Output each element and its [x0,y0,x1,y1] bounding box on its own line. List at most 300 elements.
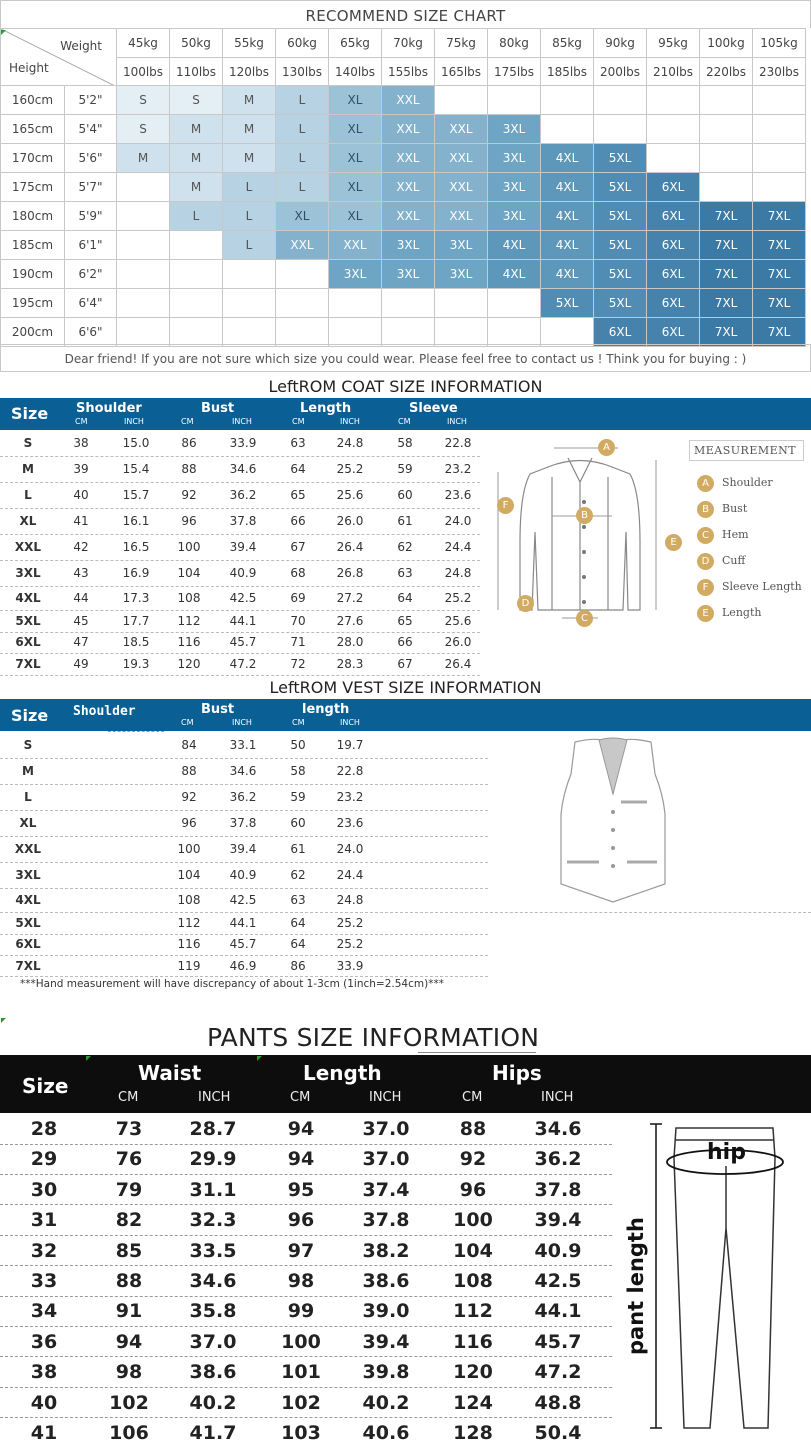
coat-value-cell: 61 [397,514,413,528]
pants-size-cell: 41 [30,1422,58,1444]
weight-lbs-header: 110lbs [170,58,223,86]
pants-section-title: PANTS SIZE INFORMATION [207,1023,540,1052]
size-cell: XL [329,86,382,115]
legend-label: Shoulder [722,476,773,489]
size-cell [488,289,541,318]
coat-value-cell: 45 [73,614,89,628]
height-ft-cell: 6'1" [65,231,117,260]
coat-table-row [0,456,480,482]
pants-value-cell: 100 [453,1209,493,1232]
coat-unit-inch: INCH [124,417,144,426]
size-cell [329,318,382,347]
vest-value-cell: 24.8 [336,893,364,907]
pants-value-cell: 39.4 [534,1209,582,1232]
size-cell: 4XL [541,231,594,260]
pants-size-cell: 40 [30,1391,58,1414]
coat-value-cell: 33.9 [229,436,257,450]
coat-value-cell: 25.2 [444,591,472,605]
vest-value-cell: 88 [181,764,197,778]
size-cell: 4XL [541,144,594,173]
pants-unit-inch: INCH [541,1090,574,1105]
vest-size-cell: 4XL [15,893,41,907]
coat-value-cell: 18.5 [122,635,150,649]
pants-value-cell: 96 [459,1178,487,1201]
coat-value-cell: 26.0 [336,514,364,528]
pants-value-cell: 99 [287,1300,315,1323]
pants-value-cell: 94 [115,1330,143,1353]
size-cell: 4XL [541,260,594,289]
coat-size-cell: 7XL [15,657,41,671]
legend-badge: B [697,501,714,518]
size-cell [594,86,647,115]
coat-size-cell: M [22,462,34,476]
vest-length-header: length [302,702,350,717]
pants-value-cell: 37.4 [362,1178,410,1201]
coat-value-cell: 26.0 [444,635,472,649]
size-cell: 3XL [382,260,435,289]
weight-lbs-header: 230lbs [753,58,806,86]
height-cm-cell: 185cm [1,231,65,260]
size-cell [753,173,806,202]
vest-table-row [0,810,488,836]
size-cell [435,289,488,318]
pants-value-cell: 34.6 [189,1270,237,1292]
pants-value-cell: 97 [287,1239,315,1262]
vest-value-cell: 84 [181,738,197,752]
legend-label: Hem [722,528,749,541]
coat-unit-cm: CM [398,417,411,426]
coat-size-cell: 4XL [15,591,41,605]
legend-badge: A [697,475,714,492]
size-cell: XXL [435,173,488,202]
coat-value-cell: 64 [290,462,306,476]
size-cell [117,173,170,202]
pants-length-label: pant length [624,1217,648,1355]
coat-bust-header: Bust [201,401,235,416]
height-ft-cell: 6'6" [65,318,117,347]
vest-value-cell: 25.2 [336,916,364,930]
size-cell [170,231,223,260]
size-cell: 3XL [488,173,541,202]
coat-value-cell: 88 [181,462,197,476]
coat-value-cell: 17.7 [122,614,150,628]
vest-table-row [0,836,488,862]
size-cell: L [170,202,223,231]
pants-value-cell: 95 [287,1178,315,1201]
size-cell [223,260,276,289]
vest-value-cell: 37.8 [229,816,257,830]
pants-size-cell: 36 [30,1330,58,1353]
pants-value-cell: 37.0 [362,1118,410,1140]
size-cell [223,318,276,347]
size-cell [700,173,753,202]
pants-value-cell: 103 [281,1422,321,1444]
coat-table-row [0,430,480,456]
pants-value-cell: 108 [453,1270,493,1292]
height-cm-cell: 165cm [1,115,65,144]
corner-mark [86,1056,91,1061]
size-cell: 3XL [435,260,488,289]
size-cell: S [117,115,170,144]
size-cell: 7XL [753,289,806,318]
coat-value-cell: 25.6 [444,614,472,628]
vest-value-cell: 45.7 [229,937,257,951]
pants-title-underline [418,1052,536,1053]
pants-value-cell: 41.7 [189,1422,237,1444]
diagram-badge-c: C [576,610,593,627]
pants-value-cell: 88 [115,1270,143,1292]
measurement-note: ***Hand measurement will have discrepancy of about 1-3cm (1inch=2.54cm)*** [20,978,444,990]
coat-size-cell: 5XL [15,614,41,628]
height-ft-cell: 5'2" [65,86,117,115]
coat-value-cell: 34.6 [229,462,257,476]
height-ft-cell: 6'4" [65,289,117,318]
corner-mark [1,1018,6,1023]
pants-length-header: Length [303,1061,382,1085]
coat-value-cell: 63 [397,566,413,580]
size-cell [753,115,806,144]
pants-value-cell: 37.8 [534,1178,582,1201]
pants-value-cell: 40.2 [362,1391,410,1414]
coat-value-cell: 67 [290,540,306,554]
coat-value-cell: 58 [397,436,413,450]
coat-value-cell: 40 [73,488,89,502]
size-cell: XL [329,202,382,231]
size-chart-row [1,231,806,260]
pants-value-cell: 33.5 [189,1239,237,1262]
coat-value-cell: 23.2 [444,462,472,476]
pants-value-cell: 37.0 [362,1148,410,1171]
vest-value-cell: 40.9 [229,868,257,882]
size-cell: XXL [435,144,488,173]
height-ft-cell: 5'4" [65,115,117,144]
size-cell [541,115,594,144]
coat-value-cell: 37.8 [229,514,257,528]
vest-value-cell: 62 [290,868,306,882]
size-cell: XL [329,173,382,202]
size-cell: 7XL [753,202,806,231]
coat-size-header: Size [11,404,49,423]
height-cm-cell: 195cm [1,289,65,318]
coat-table-row [0,508,480,534]
vest-value-cell: 61 [290,842,306,856]
legend-label: Bust [722,502,748,515]
size-cell: L [276,173,329,202]
size-cell: 6XL [647,173,700,202]
coat-value-cell: 24.8 [444,566,472,580]
size-chart-footer: Dear friend! If you are not sure which size you could wear. Please feel free to contact us ! Think you for buying : ) [0,344,811,372]
coat-length-header: Length [300,401,352,416]
pants-value-cell: 37.8 [362,1209,410,1232]
weight-lbs-header: 130lbs [276,58,329,86]
height-cm-cell: 180cm [1,202,65,231]
pants-value-cell: 85 [115,1239,143,1262]
weight-lbs-header: 155lbs [382,58,435,86]
size-cell [647,115,700,144]
weight-kg-header: 70kg [382,29,435,58]
coat-value-cell: 60 [397,488,413,502]
size-cell: 5XL [594,173,647,202]
pants-value-cell: 88 [459,1118,487,1140]
vest-value-cell: 25.2 [336,937,364,951]
coat-value-cell: 22.8 [444,436,472,450]
weight-kg-header: 80kg [488,29,541,58]
size-cell: 6XL [594,318,647,347]
size-cell: 3XL [488,144,541,173]
height-ft-cell: 5'6" [65,144,117,173]
size-cell [117,289,170,318]
pants-table-row [0,1175,600,1205]
size-cell: M [117,144,170,173]
pants-value-cell: 47.2 [534,1361,582,1384]
coat-value-cell: 72 [290,657,306,671]
vest-value-cell: 63 [290,893,306,907]
size-cell: 7XL [700,260,753,289]
coat-table-row [0,632,480,653]
pants-value-cell: 48.8 [534,1391,582,1414]
vest-table-row [0,758,488,784]
coat-table-row [0,610,480,632]
coat-value-cell: 112 [177,614,201,628]
size-cell: 3XL [488,202,541,231]
coat-value-cell: 96 [181,514,197,528]
size-chart-row [1,115,806,144]
size-cell: 7XL [700,231,753,260]
coat-value-cell: 24.8 [336,436,364,450]
coat-value-cell: 100 [177,540,201,554]
legend-badge: D [697,553,714,570]
size-chart-table [0,28,806,347]
vest-value-cell: 119 [177,959,201,973]
size-cell: 3XL [488,115,541,144]
size-cell: 7XL [753,231,806,260]
size-chart-row [1,289,806,318]
size-cell: XXL [382,86,435,115]
size-cell: 6XL [647,260,700,289]
pants-value-cell: 94 [287,1118,315,1140]
pants-unit-cm: CM [290,1090,311,1105]
weight-lbs-header: 120lbs [223,58,276,86]
pants-table-row [0,1144,600,1174]
coat-table-row [0,482,480,508]
vest-value-cell: 92 [181,790,197,804]
size-cell [329,289,382,318]
size-cell: 3XL [382,231,435,260]
size-cell [435,318,488,347]
size-cell: 5XL [594,202,647,231]
vest-size-cell: L [24,790,32,804]
weight-lbs-header: 100lbs [117,58,170,86]
vest-unit-inch: INCH [340,718,360,727]
pants-table-row [0,1114,600,1144]
coat-value-cell: 43 [73,566,89,580]
pants-value-cell: 96 [287,1209,315,1232]
height-ft-cell: 6'2" [65,260,117,289]
pants-value-cell: 100 [281,1330,321,1353]
size-cell: XXL [382,202,435,231]
vest-value-cell: 116 [177,937,201,951]
size-cell: XXL [329,231,382,260]
legend-item [697,553,745,570]
pants-value-cell: 35.8 [189,1300,237,1323]
coat-value-cell: 108 [177,591,201,605]
legend-label: Sleeve Length [722,580,802,593]
coat-value-cell: 28.3 [336,657,364,671]
height-cm-cell: 170cm [1,144,65,173]
legend-badge: C [697,527,714,544]
coat-value-cell: 69 [290,591,306,605]
pants-unit-inch: INCH [198,1090,231,1105]
weight-lbs-header: 220lbs [700,58,753,86]
coat-value-cell: 27.2 [336,591,364,605]
weight-kg-header: 105kg [753,29,806,58]
coat-value-cell: 15.0 [122,436,150,450]
pants-value-cell: 124 [453,1391,493,1414]
weight-kg-header: 60kg [276,29,329,58]
weight-lbs-header: 200lbs [594,58,647,86]
size-cell: M [170,144,223,173]
vest-value-cell: 23.6 [336,816,364,830]
pants-hip-label: hip [707,1140,746,1165]
vest-value-cell: 100 [177,842,201,856]
size-cell: XL [329,115,382,144]
vest-value-cell: 64 [290,916,306,930]
size-cell [382,318,435,347]
coat-size-cell: 6XL [15,635,41,649]
vest-value-cell: 34.6 [229,764,257,778]
legend-label: Cuff [722,554,746,567]
coat-shoulder-header: Shoulder [76,401,142,416]
pants-value-cell: 73 [115,1118,143,1140]
legend-item [697,501,747,518]
pants-value-cell: 38.2 [362,1239,410,1262]
vest-size-cell: 7XL [15,959,41,973]
vest-table-row [0,934,488,955]
size-cell: 7XL [700,318,753,347]
coat-size-cell: 3XL [15,566,41,580]
vest-divider [490,912,811,913]
pants-size-cell: 33 [30,1270,58,1292]
size-cell [594,115,647,144]
coat-value-cell: 25.2 [336,462,364,476]
vest-value-cell: 24.0 [336,842,364,856]
vest-table-row [0,955,488,977]
coat-value-cell: 15.4 [122,462,150,476]
pants-value-cell: 45.7 [534,1330,582,1353]
size-cell: L [223,202,276,231]
size-cell: 3XL [435,231,488,260]
legend-item [697,605,761,622]
size-cell [647,144,700,173]
weight-kg-header: 55kg [223,29,276,58]
weight-kg-header: 45kg [117,29,170,58]
size-cell: 6XL [647,231,700,260]
coat-size-cell: L [24,488,32,502]
pants-table-row [0,1357,600,1387]
weight-kg-header: 100kg [700,29,753,58]
vest-value-cell: 96 [181,816,197,830]
size-cell [276,260,329,289]
pants-size-cell: 38 [30,1361,58,1384]
coat-size-cell: XL [19,514,37,528]
coat-unit-cm: CM [181,417,194,426]
coat-size-cell: XXL [14,540,42,554]
pants-waist-header: Waist [138,1061,202,1085]
pants-value-cell: 82 [115,1209,143,1232]
pants-table-row [0,1296,600,1326]
size-cell: L [276,144,329,173]
pants-value-cell: 76 [115,1148,143,1171]
height-ft-cell: 5'7" [65,173,117,202]
vest-header-bar [0,699,811,731]
vest-value-cell: 50 [290,738,306,752]
pants-value-cell: 94 [287,1148,315,1171]
vest-value-cell: 104 [177,868,201,882]
size-cell [647,86,700,115]
size-chart-row [1,86,806,115]
vest-size-cell: M [22,764,34,778]
coat-value-cell: 62 [397,540,413,554]
size-cell: XL [329,144,382,173]
vest-table-row [0,862,488,888]
pants-value-cell: 50.4 [534,1422,582,1444]
size-cell [117,231,170,260]
vest-table-row [0,732,488,758]
vest-table-row [0,912,488,934]
corner-mark [1,30,6,35]
pants-value-cell: 39.8 [362,1361,410,1384]
pants-value-cell: 38.6 [189,1361,237,1384]
pants-value-cell: 98 [115,1361,143,1384]
size-cell: 4XL [488,231,541,260]
size-cell [700,86,753,115]
coat-table-row [0,586,480,610]
pants-value-cell: 39.4 [362,1330,410,1353]
size-cell [753,144,806,173]
vest-value-cell: 39.4 [229,842,257,856]
size-cell: XXL [382,173,435,202]
size-chart-row [1,173,806,202]
size-cell [170,318,223,347]
legend-title: MEASUREMENT [689,440,804,461]
coat-value-cell: 23.6 [444,488,472,502]
coat-value-cell: 41 [73,514,89,528]
coat-sleeve-header: Sleeve [409,401,458,416]
vest-table-row [0,784,488,810]
pants-value-cell: 120 [453,1361,493,1384]
vest-value-cell: 58 [290,764,306,778]
vest-value-cell: 44.1 [229,916,257,930]
weight-lbs-header: 210lbs [647,58,700,86]
vest-value-cell: 42.5 [229,893,257,907]
vest-unit-cm: CM [292,718,305,727]
size-cell [700,115,753,144]
vest-value-cell: 24.4 [336,868,364,882]
size-cell [223,289,276,318]
coat-value-cell: 17.3 [122,591,150,605]
coat-value-cell: 120 [177,657,201,671]
pants-value-cell: 44.1 [534,1300,582,1323]
legend-item [697,527,749,544]
coat-value-cell: 28.0 [336,635,364,649]
size-chart-title: RECOMMEND SIZE CHART [0,0,811,28]
size-cell [435,86,488,115]
vest-value-cell: 33.1 [229,738,257,752]
size-cell: XXL [382,115,435,144]
coat-value-cell: 16.9 [122,566,150,580]
pants-value-cell: 104 [453,1239,493,1262]
height-cm-cell: 190cm [1,260,65,289]
